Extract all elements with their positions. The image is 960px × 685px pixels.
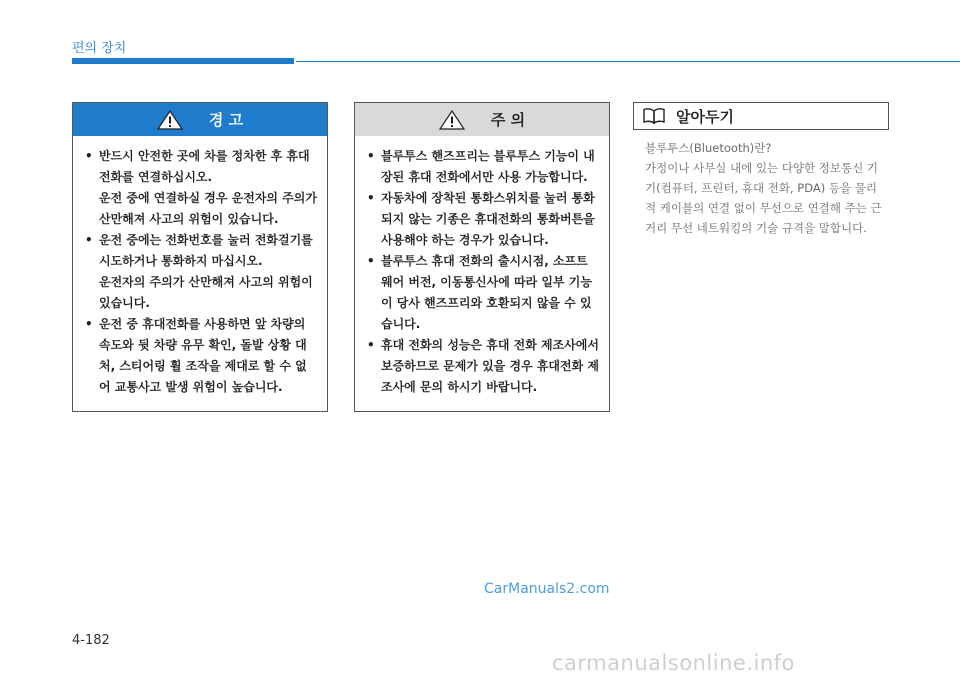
warning-triangle-icon [439,110,465,130]
caution-item: • 자동차에 장착된 통화스위치를 눌러 통화 되지 않는 기종은 휴대전화의 통화버튼을 사용해야 하는 경우가 있습니다. [367,188,599,251]
watermark-blue: CarManuals2.com [484,581,610,597]
header-rule-thin [296,61,960,62]
header-rule-thick [72,58,294,64]
warning-item: • 운전 중 휴대전화를 사용하면 앞 차량의 속도와 뒷 차량 유무 확인, 돌발 상황 대처, 스티어링 휠 조작을 제대로 할 수 없어 교통사고 발생 위험이 높습니다. [85,314,317,398]
warning-box [72,102,328,412]
caution-title: 주 의 [490,111,526,129]
caution-item: • 블루투스 핸즈프리는 블루투스 기능이 내장된 휴대 전화에서만 사용 가능합니다. [367,146,599,188]
warning-list [73,136,327,398]
open-book-icon [642,107,666,125]
section-title: 편의 장치 [72,41,127,56]
warning-item: • 운전 중에는 전화번호를 눌러 전화걸기를 시도하거나 통화하지 마십시오. 운전자의 주의가 산만해져 사고의 위험이 있습니다. [85,230,317,314]
caution-list [355,136,609,398]
caution-box [354,102,610,412]
warning-header [73,103,327,136]
warning-title: 경 고 [208,111,244,129]
info-header [633,102,889,130]
page-number: 4-182 [72,633,110,648]
warning-item: • 반드시 안전한 곳에 차를 정차한 후 휴대전화를 연결하십시오. 운전 중에 연결하실 경우 운전자의 주의가 산만해져 사고의 위험이 있습니다. [85,146,317,230]
info-question: 블루투스(Bluetooth)란? [645,141,772,155]
caution-item: • 휴대 전화의 성능은 휴대 전화 제조사에서 보증하므로 문제가 있을 경우 휴대전화 제조사에 문의 하시기 바랍니다. [367,335,599,398]
info-title: 알아두기 [676,107,734,126]
info-answer: 가정이나 사무실 내에 있는 다양한 정보통신 기기(컴퓨터, 프린터, 휴대 전화, PDA) 등을 물리적 케이블의 연결 없이 무선으로 연결해 주는 근거리 무선 네트워킹의 기술 규격을 말합니다. [645,161,882,235]
caution-header [355,103,609,136]
info-body [645,138,885,238]
caution-item: • 블루투스 휴대 전화의 출시시점, 소프트웨어 버전, 이동통신사에 따라 일부 기능이 당사 핸즈프리와 호환되지 않을 수 있습니다. [367,251,599,335]
watermark-grey: carmanualsonline.info [552,651,795,675]
warning-triangle-icon [157,110,183,130]
